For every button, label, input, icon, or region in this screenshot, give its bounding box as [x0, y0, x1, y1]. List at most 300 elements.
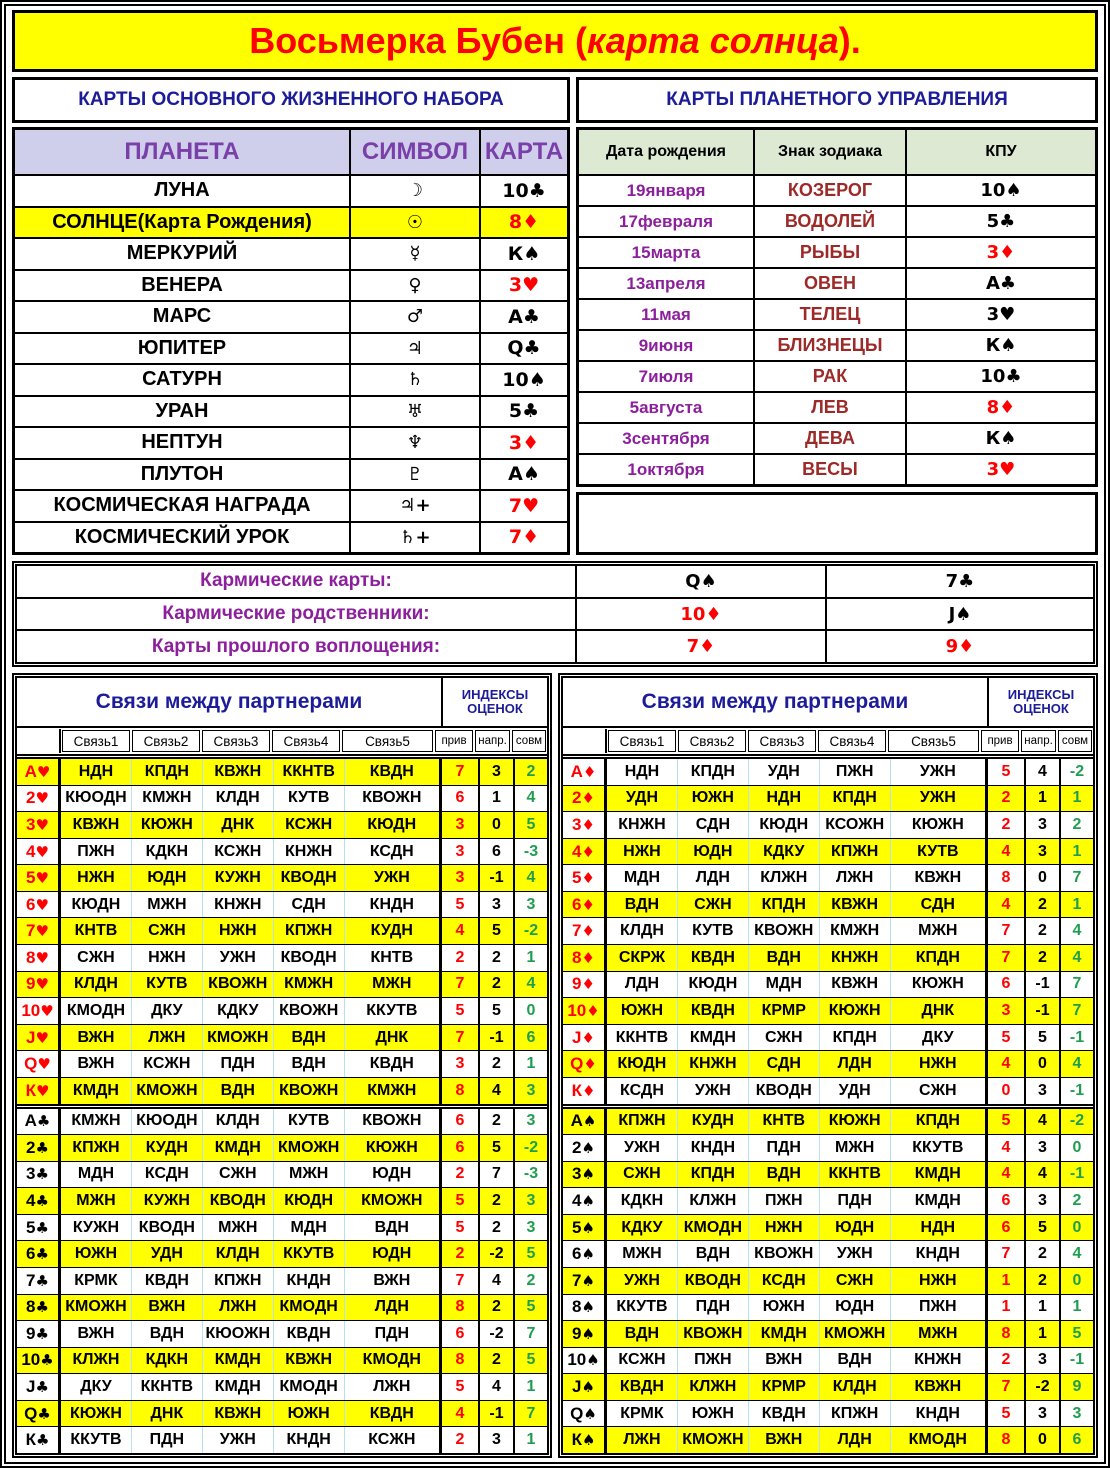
suit-icon: ♠ — [581, 1298, 595, 1317]
sovm-index: 4 — [513, 786, 547, 812]
napr-index: 5 — [1024, 1215, 1059, 1241]
left-section-header: КАРТЫ ОСНОВНОГО ЖИЗНЕННОГО НАБОРА — [12, 77, 570, 123]
card-rank — [563, 1321, 607, 1347]
corner-cell — [17, 729, 61, 753]
karmic-card: 7♣ — [945, 570, 975, 592]
suit-icon: ♣ — [35, 1298, 49, 1317]
suit-icon: ♦ — [583, 1055, 597, 1074]
sovm-index: 3 — [513, 1078, 547, 1104]
rank-text: 2 — [572, 788, 582, 808]
link-value: КЛДН — [202, 1109, 273, 1135]
link-value: СЖН — [677, 892, 748, 918]
link-value: КЮОДН — [65, 789, 127, 807]
link-value: КСОЖН — [819, 812, 890, 838]
link-value: ВЖН — [77, 1324, 115, 1342]
sovm-index: 3 — [513, 1188, 547, 1214]
suit-icon: ♠ — [582, 1112, 597, 1131]
index-column-header: прив — [435, 730, 473, 752]
link-value: КЛДН — [819, 1374, 890, 1400]
link-value: ПЖН — [77, 842, 115, 860]
sovm-index: 9 — [1059, 1374, 1093, 1400]
rank-text: 8 — [26, 1297, 36, 1317]
card-rank — [17, 1025, 61, 1051]
priv-index: 6 — [985, 1215, 1024, 1241]
planet-symbol-icon: ♀ — [351, 271, 481, 301]
link-value: СЖН — [77, 948, 115, 966]
napr-index: 4 — [478, 1374, 513, 1400]
link-value: МЖН — [890, 918, 985, 944]
link-value: ВДН — [748, 945, 819, 971]
link-value: КПДН — [819, 1025, 890, 1051]
card-rank — [563, 1268, 607, 1294]
rank-text: Q — [24, 1403, 38, 1423]
card-rank — [17, 1295, 61, 1321]
link-value: КПДН — [890, 1109, 985, 1135]
planet-row — [15, 237, 567, 269]
napr-index: 0 — [1024, 865, 1059, 891]
rank-text: 4 — [26, 1191, 36, 1211]
link-value: ДНК — [131, 1401, 202, 1427]
card-rank — [17, 998, 61, 1024]
partner-row — [17, 917, 547, 944]
partner-row — [17, 1267, 547, 1294]
link-value: КЛЖН — [748, 865, 819, 891]
link-value: КПДН — [677, 759, 748, 785]
partner-row — [563, 971, 1093, 998]
link-value: КМЖН — [131, 786, 202, 812]
priv-index: 4 — [985, 892, 1024, 918]
partner-row — [563, 944, 1093, 971]
partner-row — [17, 891, 547, 918]
priv-index: 8 — [985, 1321, 1024, 1347]
priv-index: 7 — [439, 1025, 478, 1051]
link-value: КВЖН — [890, 865, 985, 891]
link-value: КНЖН — [618, 815, 666, 833]
link-value: КУЖН — [202, 865, 273, 891]
planet-name: ПЛУТОН — [15, 460, 351, 490]
planets-table-body — [15, 176, 567, 552]
link-value: УЖН — [202, 945, 273, 971]
link-value: КЛЖН — [72, 1351, 120, 1369]
link-value: ККНТВ — [273, 759, 344, 785]
planet-card: 8♦ — [508, 211, 540, 234]
partner-table-left — [12, 673, 552, 1458]
card-rank — [563, 1051, 607, 1077]
link-value: ЛЖН — [131, 1025, 202, 1051]
birth-date: 19января — [579, 176, 755, 205]
rank-text: 3 — [572, 1164, 582, 1184]
zodiac-sign: ОВЕН — [755, 269, 907, 298]
ruling-card: 3♥ — [986, 304, 1016, 325]
zodiac-sign: ВЕСЫ — [755, 455, 907, 484]
suit-icon: ♥ — [37, 1055, 51, 1074]
priv-index: 6 — [439, 786, 478, 812]
card-rank — [563, 918, 607, 944]
suit-block — [17, 759, 547, 1104]
sovm-index: 4 — [1059, 918, 1093, 944]
link-value: КВОДН — [677, 1268, 748, 1294]
napr-index: 0 — [1024, 1427, 1059, 1453]
partner-table-right — [558, 673, 1098, 1458]
partner-row — [563, 1161, 1093, 1188]
napr-index: 6 — [478, 839, 513, 865]
planet-row — [15, 269, 567, 301]
link-value: МЖН — [622, 1245, 662, 1263]
link-value: КВОЖН — [344, 786, 439, 812]
card-rank — [563, 1135, 607, 1161]
planet-symbol-icon: ♇ — [351, 460, 481, 490]
link-value: КПЖН — [819, 839, 890, 865]
link-value: УЖН — [202, 1427, 273, 1453]
link-value: КЮДН — [273, 1188, 344, 1214]
link-value: КЮОЖН — [202, 1321, 273, 1347]
sovm-index: 1 — [1059, 1295, 1093, 1321]
link-value: КНТВ — [344, 945, 439, 971]
partner-table-header — [563, 678, 1093, 728]
card-rank — [17, 786, 61, 812]
ruling-card: К♠ — [985, 428, 1017, 449]
empty-cell — [576, 492, 1098, 555]
sovm-index: 6 — [1059, 1427, 1093, 1453]
link-value: КЮЖН — [890, 812, 985, 838]
link-value: НЖН — [748, 1215, 819, 1241]
rank-text: 7 — [26, 921, 36, 941]
link-column-header: Связь4 — [818, 730, 886, 752]
suit-icon: ♠ — [581, 1138, 595, 1157]
link-value: КМОДН — [273, 1295, 344, 1321]
title-text: Восьмерка Бубен ( — [249, 20, 588, 61]
suit-icon: ♦ — [582, 762, 597, 781]
priv-index: 4 — [439, 1401, 478, 1427]
link-value: НЖН — [623, 842, 661, 860]
link-value: НЖН — [77, 869, 115, 887]
napr-index: -1 — [478, 865, 513, 891]
link-value: КСДН — [344, 839, 439, 865]
napr-index: 5 — [478, 918, 513, 944]
link-value: КУДН — [344, 918, 439, 944]
rank-text: А — [24, 761, 37, 781]
priv-index: 1 — [985, 1268, 1024, 1294]
sovm-index: 3 — [513, 892, 547, 918]
partner-row — [17, 1400, 547, 1427]
link-value: ЛДН — [819, 1051, 890, 1077]
rank-text: 10 — [567, 1000, 587, 1020]
suit-icon: ♥ — [35, 842, 49, 861]
link-value: КРМР — [748, 1374, 819, 1400]
napr-index: 3 — [478, 892, 513, 918]
link-value: КВОЖН — [344, 1109, 439, 1135]
napr-index: 1 — [1024, 786, 1059, 812]
link-value: ВДН — [624, 895, 660, 913]
suit-icon: ♦ — [581, 869, 595, 888]
link-value: КНДН — [890, 1241, 985, 1267]
napr-index: 3 — [1024, 1401, 1059, 1427]
priv-index: 2 — [439, 1241, 478, 1267]
sovm-index: -3 — [513, 1162, 547, 1188]
planet-row — [15, 300, 567, 332]
planet-name: ЮПИТЕР — [15, 334, 351, 364]
napr-index: 2 — [1024, 945, 1059, 971]
priv-index: 5 — [439, 892, 478, 918]
rank-text: 7 — [572, 921, 582, 941]
card-rank — [17, 1348, 61, 1374]
link-value: КДКН — [131, 1348, 202, 1374]
sovm-index: 1 — [1059, 892, 1093, 918]
zodiac-sign: КОЗЕРОГ — [755, 176, 907, 205]
link-value: КУДН — [131, 1135, 202, 1161]
link-value: УДН — [131, 1241, 202, 1267]
link-value: КЛЖН — [677, 1374, 748, 1400]
link-column-header: Связь2 — [132, 730, 200, 752]
link-value: КДКУ — [748, 839, 819, 865]
napr-index: 4 — [1024, 759, 1059, 785]
planets-column-header: ПЛАНЕТА — [15, 130, 351, 174]
napr-index: 4 — [478, 1268, 513, 1294]
planet-card: 7♥ — [508, 494, 540, 517]
suit-icon: ♠ — [581, 1378, 595, 1397]
sovm-index: -1 — [1059, 1078, 1093, 1104]
priv-index: 6 — [439, 1321, 478, 1347]
link-value: КВОДН — [748, 1078, 819, 1104]
priv-index: 3 — [439, 865, 478, 891]
priv-index: 6 — [985, 1188, 1024, 1214]
link-value: КМЖН — [273, 972, 344, 998]
sovm-index: 7 — [1059, 972, 1093, 998]
partner-row — [17, 1050, 547, 1077]
link-value: ДНК — [202, 812, 273, 838]
link-value: КСДН — [131, 1162, 202, 1188]
napr-index: 2 — [478, 1295, 513, 1321]
card-rank — [563, 1241, 607, 1267]
priv-index: 7 — [985, 1374, 1024, 1400]
partner-row — [563, 1050, 1093, 1077]
link-column-header: Связь5 — [342, 730, 433, 752]
partner-row — [17, 1109, 547, 1135]
link-value: КЛДН — [202, 786, 273, 812]
link-value: ВДН — [273, 1025, 344, 1051]
ruling-row — [579, 360, 1095, 391]
sovm-index: 2 — [513, 759, 547, 785]
card-rank — [563, 1025, 607, 1051]
index-column-header: совм — [1058, 730, 1092, 752]
planet-symbol-icon: ♃ — [351, 334, 481, 364]
napr-index: 2 — [1024, 1268, 1059, 1294]
rank-text: 6 — [26, 894, 36, 914]
card-rank — [17, 1268, 61, 1294]
link-value: КМОДН — [66, 1001, 126, 1019]
planet-card: К♠ — [507, 242, 541, 265]
priv-index: 2 — [985, 812, 1024, 838]
napr-index: -1 — [478, 1401, 513, 1427]
link-value: ЮДН — [819, 1295, 890, 1321]
suit-icon: ♦ — [581, 1028, 595, 1047]
sovm-index: 4 — [513, 865, 547, 891]
napr-index: 7 — [478, 1162, 513, 1188]
card-rank — [563, 1374, 607, 1400]
partner-row — [563, 1109, 1093, 1135]
karmic-section — [12, 561, 1098, 667]
card-rank — [17, 1078, 61, 1104]
link-value: КУТВ — [273, 786, 344, 812]
suit-icon: ♣ — [35, 1192, 49, 1211]
ruling-column-header: Дата рождения — [579, 130, 755, 174]
suit-icon: ♠ — [581, 1165, 595, 1184]
sovm-index: 4 — [1059, 1051, 1093, 1077]
karmic-label: Кармические карты: — [17, 566, 577, 597]
ruling-card: 5♣ — [986, 211, 1016, 232]
napr-index: 2 — [1024, 918, 1059, 944]
link-value: УЖН — [623, 1271, 660, 1289]
partner-row — [17, 971, 547, 998]
link-value: КДКУ — [202, 998, 273, 1024]
partner-row — [563, 1320, 1093, 1347]
zodiac-sign: ДЕВА — [755, 424, 907, 453]
ruling-row — [579, 298, 1095, 329]
napr-index: -2 — [478, 1321, 513, 1347]
rank-text: 10 — [21, 1350, 41, 1370]
link-value: ПДН — [131, 1427, 202, 1453]
suit-icon: ♦ — [581, 922, 595, 941]
link-value: УЖН — [890, 786, 985, 812]
index-column-header: совм — [512, 730, 546, 752]
link-value: СЖН — [202, 1162, 273, 1188]
link-value: КЮЖН — [344, 1135, 439, 1161]
link-value: КСЖН — [273, 812, 344, 838]
link-value: ЮЖН — [677, 786, 748, 812]
link-value: ВЖН — [748, 1427, 819, 1453]
link-value: УЖН — [344, 865, 439, 891]
link-value: КВЖН — [819, 892, 890, 918]
corner-cell — [563, 729, 607, 753]
link-value: КМОЖН — [131, 1078, 202, 1104]
sovm-index: -1 — [1059, 1348, 1093, 1374]
partner-row — [563, 1373, 1093, 1400]
link-value: ККНТВ — [819, 1162, 890, 1188]
karmic-row — [17, 597, 1093, 630]
link-value: КДКН — [620, 1192, 664, 1210]
suit-icon: ♦ — [581, 895, 595, 914]
priv-index: 5 — [985, 1025, 1024, 1051]
card-rank — [563, 865, 607, 891]
link-value: КСЖН — [344, 1427, 439, 1453]
sovm-index: 0 — [1059, 1268, 1093, 1294]
card-rank — [563, 892, 607, 918]
link-value: КРМК — [620, 1404, 664, 1422]
rank-text: 3 — [26, 814, 36, 834]
sovm-index: 3 — [1059, 1401, 1093, 1427]
planet-name: ВЕНЕРА — [15, 271, 351, 301]
rank-text: 3 — [572, 814, 582, 834]
rank-text: 10 — [21, 1000, 41, 1020]
partner-row — [17, 1024, 547, 1051]
zodiac-sign: ЛЕВ — [755, 393, 907, 422]
priv-index: 5 — [439, 998, 478, 1024]
priv-index: 5 — [985, 759, 1024, 785]
birth-date: 7июля — [579, 362, 755, 391]
priv-index: 2 — [985, 786, 1024, 812]
partner-row — [563, 891, 1093, 918]
link-value: КРМК — [74, 1271, 118, 1289]
priv-index: 7 — [985, 918, 1024, 944]
ruling-column-header: КПУ — [985, 142, 1017, 160]
link-column-header: Связь4 — [272, 730, 340, 752]
rank-text: А — [24, 1111, 37, 1131]
sovm-index: -3 — [513, 839, 547, 865]
rank-text: 2 — [26, 788, 36, 808]
link-value: ЮДН — [344, 1162, 439, 1188]
ruling-column-header: Знак зодиака — [755, 130, 907, 174]
zodiac-sign: РЫБЫ — [755, 238, 907, 267]
partner-row — [17, 838, 547, 865]
link-value: ВДН — [202, 1078, 273, 1104]
index-column-header: напр. — [1021, 730, 1056, 752]
link-value: МЖН — [202, 1215, 273, 1241]
link-value: КМОДН — [677, 1215, 748, 1241]
birth-date: 11мая — [579, 300, 755, 329]
link-value: КМДН — [677, 1025, 748, 1051]
sovm-index: 2 — [1059, 1188, 1093, 1214]
napr-index: 3 — [1024, 839, 1059, 865]
card-rank — [17, 865, 61, 891]
planet-row — [15, 458, 567, 490]
link-value: КУТВ — [677, 918, 748, 944]
planet-row — [15, 395, 567, 427]
card-rank — [17, 1427, 61, 1453]
zodiac-sign: ТЕЛЕЦ — [755, 300, 907, 329]
link-value: МЖН — [819, 1135, 890, 1161]
link-value: КЮЖН — [890, 972, 985, 998]
sovm-index: 1 — [1059, 786, 1093, 812]
card-rank — [563, 786, 607, 812]
partner-row — [563, 1347, 1093, 1374]
sovm-index: 0 — [1059, 1135, 1093, 1161]
link-value: ПЖН — [890, 1295, 985, 1321]
link-value: КМДН — [890, 1162, 985, 1188]
link-value: КМОДН — [273, 1374, 344, 1400]
link-value: КВДН — [677, 945, 748, 971]
planet-name: МЕРКУРИЙ — [15, 239, 351, 269]
link-value: КМДН — [202, 1348, 273, 1374]
link-value: КЛДН — [202, 1241, 273, 1267]
priv-index: 7 — [985, 945, 1024, 971]
priv-index: 7 — [439, 759, 478, 785]
link-value: КЮЖН — [70, 1404, 122, 1422]
planet-row — [15, 176, 567, 206]
link-value: ВЖН — [131, 1295, 202, 1321]
napr-index: -1 — [478, 1025, 513, 1051]
rank-text: 5 — [26, 1217, 36, 1237]
link-value: КПЖН — [273, 918, 344, 944]
napr-index: 0 — [1024, 1051, 1059, 1077]
priv-index: 2 — [439, 1162, 478, 1188]
link-value: КУДН — [677, 1109, 748, 1135]
planet-card: 10♣ — [502, 179, 546, 202]
sovm-index: 3 — [513, 1109, 547, 1135]
priv-index: 4 — [985, 1135, 1024, 1161]
link-value: КРМР — [748, 998, 819, 1024]
rank-text: J — [26, 1027, 36, 1047]
link-value: ЮДН — [131, 865, 202, 891]
rank-text: 6 — [572, 1244, 582, 1264]
karmic-card: Q♠ — [577, 566, 827, 597]
link-value: ДКУ — [80, 1378, 112, 1396]
link-value: КМДН — [748, 1321, 819, 1347]
partner-row — [563, 997, 1093, 1024]
link-value: ВЖН — [344, 1268, 439, 1294]
card-rank — [17, 759, 61, 785]
link-value: ЮЖН — [677, 1401, 748, 1427]
karmic-card: 10♦ — [577, 599, 827, 630]
